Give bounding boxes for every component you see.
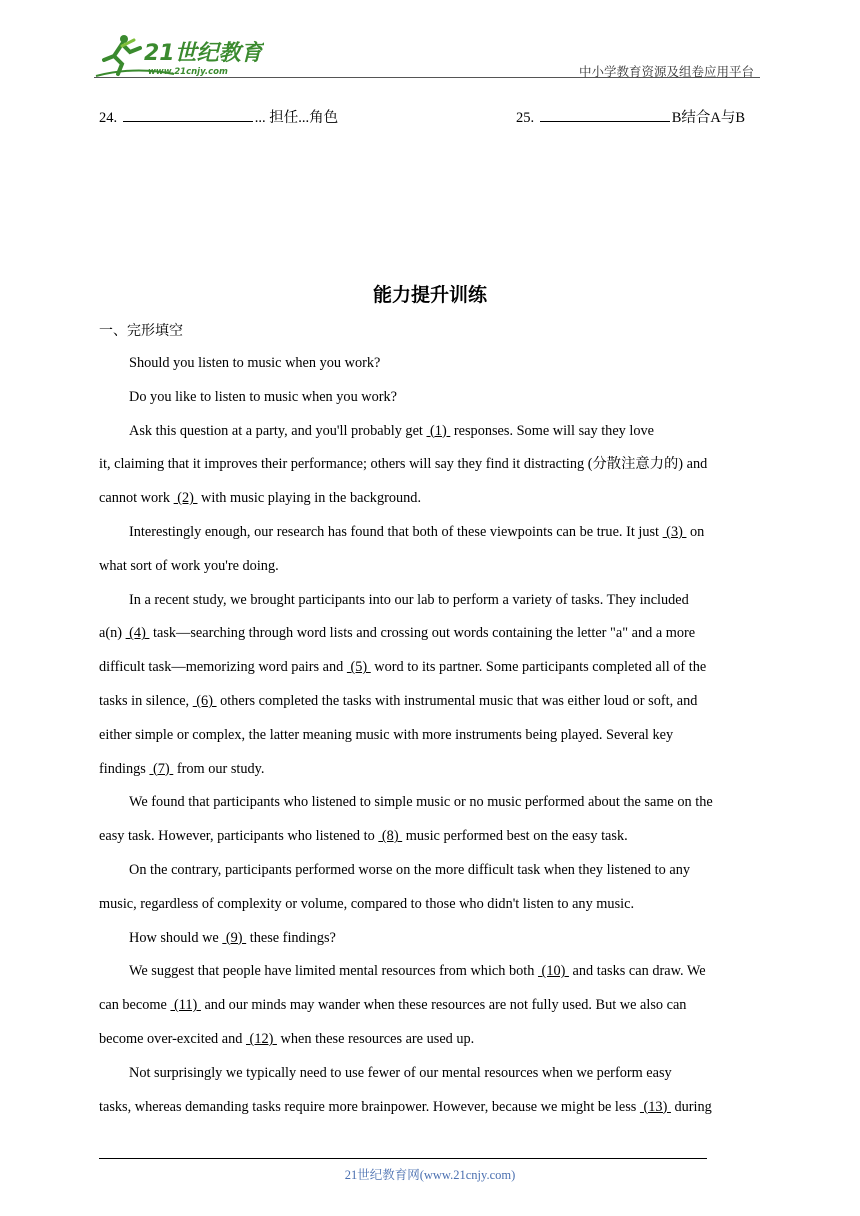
passage-line bbox=[99, 1023, 761, 1057]
passage-line bbox=[99, 685, 761, 719]
blank-3[interactable]: (3) bbox=[662, 523, 687, 540]
header-divider bbox=[94, 77, 760, 78]
logo-url: www.21cnjy.com bbox=[148, 67, 228, 77]
paragraph bbox=[99, 584, 761, 618]
passage-text: Interestingly enough, our research has found that both of these viewpoints can be true. It just bbox=[129, 523, 663, 540]
passage-text: cannot work bbox=[99, 490, 174, 507]
passage-text: and our minds may wander when these resources are not fully used. But we also can bbox=[200, 997, 687, 1014]
passage-text: from our study. bbox=[173, 760, 265, 777]
passage-text: difficult task—memorizing word pairs and bbox=[99, 659, 347, 676]
passage-text: We found that participants who listened to simple music or no music performed about the same on the bbox=[129, 794, 713, 811]
passage-text: music performed best on the easy task. bbox=[402, 828, 628, 845]
passage-text: tasks in silence, bbox=[99, 692, 193, 709]
paragraph bbox=[99, 381, 761, 415]
paragraph bbox=[99, 854, 761, 888]
blank-8[interactable]: (8) bbox=[378, 828, 403, 845]
answer-blank-24[interactable] bbox=[123, 107, 253, 122]
passage-text: either simple or complex, the latter meaning music with more instruments being played. Several key bbox=[99, 726, 674, 743]
footer-divider bbox=[99, 1158, 707, 1159]
part-heading: 一、完形填空 bbox=[99, 323, 183, 339]
site-name: 中小学教育资源及组卷应用平台 bbox=[578, 64, 754, 79]
blank-5[interactable]: (5) bbox=[346, 659, 371, 676]
passage-line bbox=[99, 448, 761, 482]
passage-text: can become bbox=[99, 997, 171, 1014]
paragraph bbox=[99, 955, 761, 989]
section-title: 能力提升训练 bbox=[372, 284, 487, 306]
passage-line bbox=[99, 651, 761, 685]
passage-text: findings bbox=[99, 760, 150, 777]
passage-text: Not surprisingly we typically need to use fewer of our mental resources when we perform easy bbox=[129, 1064, 672, 1081]
passage-line bbox=[99, 820, 761, 854]
passage-text: On the contrary, participants performed worse on the more difficult task when they listened to any bbox=[129, 861, 690, 878]
passage-text: How should we bbox=[129, 929, 223, 946]
blank-7[interactable]: (7) bbox=[149, 760, 174, 777]
passage-text: on bbox=[686, 523, 705, 540]
footer-link[interactable]: 21世纪教育网(www.21cnjy.com) bbox=[344, 1168, 516, 1182]
blank-13[interactable]: (13) bbox=[639, 1098, 671, 1115]
paragraph bbox=[99, 415, 761, 449]
passage-text: responses. Some will say they love bbox=[450, 422, 654, 439]
passage-text: with music playing in the background. bbox=[197, 490, 422, 507]
blank-12[interactable]: (12) bbox=[245, 1030, 277, 1047]
blank-9[interactable]: (9) bbox=[222, 929, 247, 946]
blank-10[interactable]: (10) bbox=[537, 963, 569, 980]
passage-line bbox=[99, 550, 761, 584]
paragraph bbox=[99, 516, 761, 550]
passage-text: easy task. However, participants who listened to bbox=[99, 828, 379, 845]
passage-text: a(n) bbox=[99, 625, 126, 642]
answer-hint: ... 担任...角色 bbox=[254, 110, 339, 126]
paragraph bbox=[99, 922, 761, 956]
answer-24 bbox=[99, 106, 338, 127]
runner-logo-icon bbox=[94, 30, 264, 78]
passage-text: others completed the tasks with instrumental music that was either loud or soft, and bbox=[216, 692, 698, 709]
passage-line bbox=[99, 482, 761, 516]
passage-text: Ask this question at a party, and you'll probably get bbox=[129, 422, 427, 439]
passage-text: what sort of work you're doing. bbox=[99, 557, 279, 574]
blank-2[interactable]: (2) bbox=[173, 490, 198, 507]
passage-text: word to its partner. Some participants completed all of the bbox=[370, 659, 707, 676]
logo-text: 21世纪教育 bbox=[144, 41, 263, 66]
site-logo[interactable] bbox=[94, 30, 264, 78]
answer-25 bbox=[516, 106, 745, 127]
question-number: 24. bbox=[99, 110, 118, 126]
passage-text: when these resources are used up. bbox=[276, 1030, 475, 1047]
cloze-passage bbox=[99, 347, 761, 1124]
blank-4[interactable]: (4) bbox=[125, 625, 150, 642]
passage-text: tasks, whereas demanding tasks require more brainpower. However, because we might be less bbox=[99, 1098, 640, 1115]
passage-line bbox=[99, 719, 761, 753]
passage-text: music, regardless of complexity or volume, compared to those who didn't listen to any music. bbox=[99, 895, 635, 912]
passage-text: become over-excited and bbox=[99, 1030, 246, 1047]
passage-text: these findings? bbox=[246, 929, 336, 946]
answer-blank-25[interactable] bbox=[540, 107, 670, 122]
passage-line bbox=[99, 989, 761, 1023]
passage-text: In a recent study, we brought participants into our lab to perform a variety of tasks. They included bbox=[129, 591, 689, 608]
page-header bbox=[94, 30, 760, 82]
answer-hint: B结合A与B bbox=[671, 110, 746, 126]
passage-line bbox=[99, 617, 761, 651]
question-number: 25. bbox=[516, 110, 535, 126]
passage-text: it, claiming that it improves their performance; others will say they find it distracting (分散注意力的) and bbox=[99, 456, 708, 473]
passage-text: and tasks can draw. We bbox=[568, 963, 706, 980]
paragraph bbox=[99, 347, 761, 381]
passage-text: Should you listen to music when you work? bbox=[129, 355, 381, 371]
blank-1[interactable]: (1) bbox=[426, 422, 451, 439]
blank-6[interactable]: (6) bbox=[192, 692, 217, 709]
passage-text: We suggest that people have limited mental resources from which both bbox=[129, 963, 538, 980]
passage-line bbox=[99, 753, 761, 787]
paragraph bbox=[99, 786, 761, 820]
paragraph bbox=[99, 1057, 761, 1091]
passage-text: task—searching through word lists and crossing out words containing the letter "a" and a more bbox=[149, 625, 696, 642]
passage-text: Do you like to listen to music when you work? bbox=[129, 388, 398, 405]
passage-text: during bbox=[670, 1098, 712, 1115]
passage-line bbox=[99, 888, 761, 922]
blank-11[interactable]: (11) bbox=[170, 997, 201, 1014]
passage-line bbox=[99, 1091, 761, 1125]
